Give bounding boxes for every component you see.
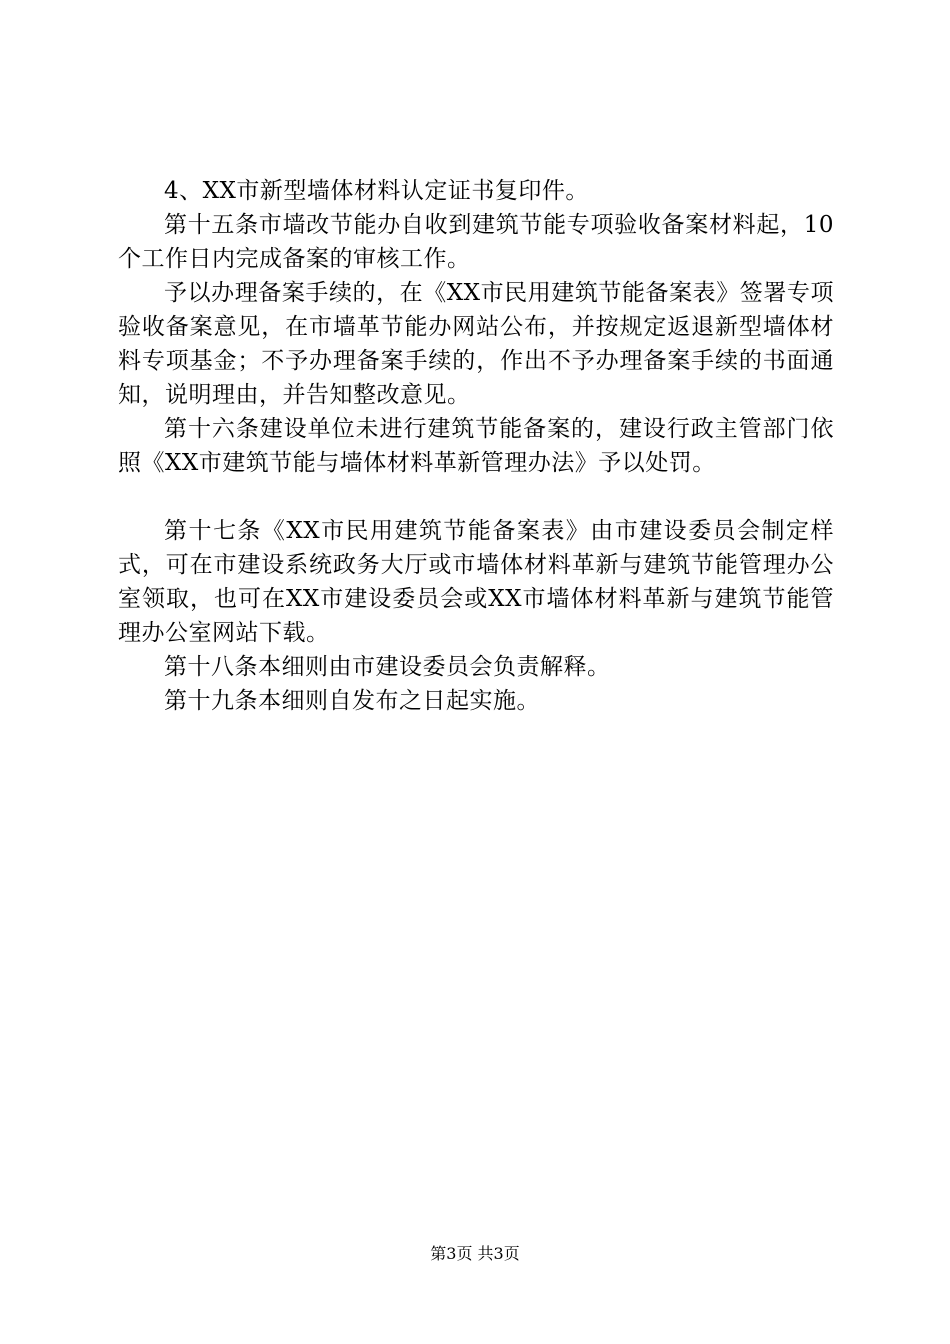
paragraph-article-19: 第十九条本细则自发布之日起实施。 [164, 688, 540, 714]
document-body [118, 174, 834, 718]
paragraph-article-18: 第十八条本细则由市建设委员会负责解释。 [164, 654, 611, 680]
paragraph-filing-approval: 予以办理备案手续的，在《XX市民用建筑节能备案表》签署专项验收备案意见，在市墙革节能办网站公布，并按规定返退新型墙体材料专项基金；不予办理备案手续的，作出不予办理备案手续的书面通知，说明理由，并告知整改意见。 [118, 280, 834, 408]
page-number-label: 第3页 共3页 [430, 1244, 520, 1263]
paragraph-article-17: 第十七条《XX市民用建筑节能备案表》由市建设委员会制定样式，可在市建设系统政务大厅或市墙体材料革新与建筑节能管理办公室领取，也可在XX市建设委员会或XX市墙体材料革新与建筑节能管理办公室网站下载。 [118, 518, 834, 646]
paragraph-item-4: 4、XX市新型墙体材料认定证书复印件。 [164, 178, 589, 204]
paragraph-article-16: 第十六条建设单位未进行建筑节能备案的，建设行政主管部门依照《XX市建筑节能与墙体材料革新管理办法》予以处罚。 [118, 416, 834, 476]
paragraph-article-15: 第十五条市墙改节能办自收到建筑节能专项验收备案材料起，10个工作日内完成备案的审核工作。 [118, 212, 834, 272]
page-footer [0, 1243, 950, 1265]
